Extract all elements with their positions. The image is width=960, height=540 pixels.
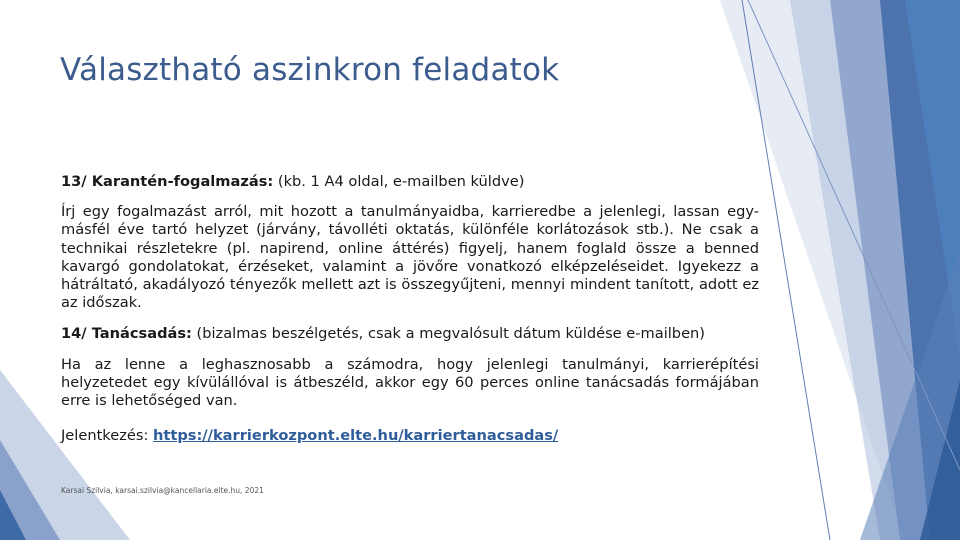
slide-title: Választható aszinkron feladatok: [60, 52, 560, 88]
item14-note: (bizalmas beszélgetés, csak a megvalósult dátum küldése e-mailben): [191, 325, 705, 343]
signup-link[interactable]: https://karrierkozpont.elte.hu/karriertanacsadas/: [153, 427, 559, 445]
signup-label: Jelentkezés:: [61, 427, 153, 445]
signup-line: [61, 427, 759, 445]
item13-text: Írj egy fogalmazást arról, mit hozott a tanulmányaidba, karrieredbe a jelenlegi, lassan egy-másfél éve tartó helyzet (járvány, távolléti oktatás, különféle korlátozások stb.). Ne csak a technikai részletekre (pl. napirend, online áttérés) figyelj, hanem foglald össze a benned kavargó gondolatokat, érzéseket, valamint a jövőre vonatkozó elképzeléseidet. Igyekezz a hátráltató, akadályozó tényezők mellett azt is összegyűjteni, mennyi mindent tanított, adott ez az időszak.: [61, 203, 759, 312]
item14-heading: 14/ Tanácsadás:: [61, 325, 192, 343]
item13-heading: 13/ Karantén-fogalmazás:: [61, 173, 274, 190]
item14-text: Ha az lenne a leghasznosabb a számodra, hogy jelenlegi tanulmányi, karrierépítési helyzetedet egy kívülállóval is átbeszéld, akkor egy 60 perces online tanácsadás formájában erre is lehetőséged van.: [61, 355, 759, 410]
footer-credit: Karsai Szilvia, karsai.szilvia@kancellaria.elte.hu, 2021: [61, 486, 264, 495]
item13-header: [61, 173, 759, 191]
slide-body: [61, 173, 759, 457]
item14-header: [61, 325, 759, 343]
item13-note: (kb. 1 A4 oldal, e-mailben küldve): [273, 173, 525, 190]
